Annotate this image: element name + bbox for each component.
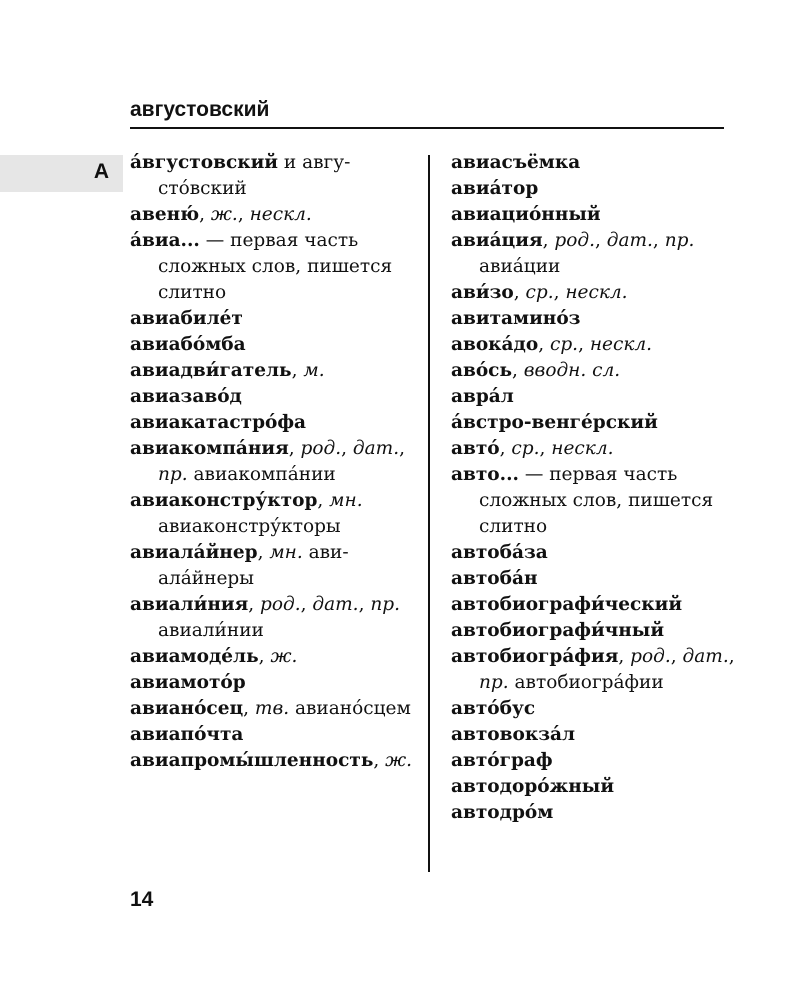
headword: авра́л [451,386,514,407]
entry-text: , [512,360,524,381]
page-number: 14 [130,888,154,911]
entry-text: автобиогра́фии [508,672,664,693]
entry-text: , [288,438,301,459]
grammar-label: дат. [352,438,400,459]
entry-text: , [594,230,607,251]
grammar-label: пр. [158,464,188,485]
dictionary-entry [451,176,741,202]
entry-text: , [578,334,590,355]
dictionary-entry [130,488,420,540]
dictionary-entry [451,358,741,384]
dictionary-entry [130,358,420,384]
headword: автоба́за [451,542,548,563]
entry-text: , [652,230,665,251]
dictionary-entry [130,592,420,644]
grammar-label: дат. [682,646,729,667]
headword: авиасъёмка [451,152,581,173]
grammar-label: ж. [385,750,413,771]
thumb-index-tab [0,155,123,192]
entry-text: — первая часть сложных слов, пишется слитно [158,230,393,303]
dictionary-entry [451,644,741,696]
headword: авитамино́з [451,308,581,329]
dictionary-entry [451,748,741,774]
running-head: августовский [130,98,270,121]
entry-text: , [341,438,353,459]
entry-text: , [300,594,313,615]
dictionary-entry [451,436,741,462]
dictionary-entry [451,618,741,644]
entry-text: , [513,282,526,303]
headword: авока́до [451,334,539,355]
dictionary-entry [130,696,420,722]
dictionary-column-right [451,150,741,826]
grammar-label: пр. [479,672,509,693]
dictionary-column-left [130,150,420,774]
headword: авиабо́мба [130,334,246,355]
grammar-label: ср. [511,438,540,459]
headword: авиаконстру́ктор [130,490,318,511]
grammar-label: род. [554,230,595,251]
headword: автобиографи́чный [451,620,665,641]
headword: авиано́сец [130,698,244,719]
dictionary-entry [130,410,420,436]
entry-text: , [539,438,552,459]
grammar-label: ср. [549,334,579,355]
entry-text: , [317,490,330,511]
entry-text: , [291,360,304,381]
headword: авиала́йнер [130,542,258,563]
dictionary-entry [451,332,741,358]
headword: авто́граф [451,750,553,771]
entry-text: , [499,438,512,459]
entry-text: авиаконстру́кторы [158,516,341,537]
thumb-index-letter: А [93,160,109,183]
dictionary-entry [451,410,741,436]
headword: авто́ [451,438,500,459]
dictionary-entry [451,202,741,228]
headword: а́встро-венге́рский [451,412,658,433]
entry-text: , [358,594,371,615]
dictionary-entry [130,306,420,332]
dictionary-entry [451,722,741,748]
grammar-label: род. [630,646,671,667]
grammar-label: м. [303,360,325,381]
headword: авиадви́гатель [130,360,292,381]
entry-text: , [237,204,250,225]
headword: автобиогра́фия [451,646,619,667]
column-divider [428,155,430,872]
entry-text: , [248,594,261,615]
dictionary-entry [451,592,741,618]
entry-text: авиали́нии [158,620,264,641]
dictionary-entry [130,150,420,202]
dictionary-entry [451,228,741,280]
grammar-label: тв. [254,698,290,719]
entry-text: авиано́сцем [289,698,411,719]
grammar-label: ж. [270,646,298,667]
dictionary-entry [451,540,741,566]
header-rule [130,127,724,129]
headword: автодоро́жный [451,776,615,797]
entry-text: , [399,438,405,459]
entry-text: авиа́ции [479,256,561,277]
grammar-label: нескл. [249,204,312,225]
headword: авиакатастро́фа [130,412,307,433]
dictionary-entry [130,228,420,306]
dictionary-entry [130,332,420,358]
dictionary-entry [130,748,420,774]
entry-text: авиакомпа́нии [187,464,336,485]
grammar-label: ср. [525,282,554,303]
entry-text: , [618,646,631,667]
grammar-label: пр. [370,594,400,615]
headword: авиапромы́шленность [130,750,374,771]
entry-text: , [553,282,566,303]
headword: автодро́м [451,802,554,823]
grammar-label: нескл. [589,334,653,355]
dictionary-entry [130,722,420,748]
headword: аво́сь [451,360,513,381]
entry-text: , [243,698,255,719]
headword: а́виа... [130,230,200,251]
dictionary-entry [451,696,741,722]
headword: авто́бус [451,698,536,719]
grammar-label: дат. [606,230,653,251]
dictionary-entry [451,384,741,410]
dictionary-entry [451,462,741,540]
entry-text: — первая часть сложных слов, пишется слитно [479,464,714,537]
entry-text: , [728,646,735,667]
grammar-label: пр. [664,230,695,251]
entry-text: , [199,204,211,225]
dictionary-entry [451,280,741,306]
headword: авиакомпа́ния [130,438,289,459]
entry-text: авиала́йнеры [158,542,349,589]
entry-text: и августо́вский [158,152,351,199]
grammar-label: род. [260,594,301,615]
dictionary-entry [451,150,741,176]
dictionary-entry [451,566,741,592]
dictionary-entry [130,202,420,228]
dictionary-entry [130,644,420,670]
headword: авиабиле́т [130,308,243,329]
headword: ави́зо [451,282,514,303]
grammar-label: дат. [312,594,359,615]
dictionary-entry [451,306,741,332]
dictionary-entry [130,384,420,410]
entry-text: , [542,230,555,251]
dictionary-entry [451,800,741,826]
grammar-label: мн. [269,542,303,563]
headword: авеню́ [130,204,200,225]
headword: автовокза́л [451,724,576,745]
headword: авиамото́р [130,672,246,693]
headword: авиали́ния [130,594,249,615]
headword: авиа́тор [451,178,539,199]
headword: авто... [451,464,519,485]
dictionary-entry [130,436,420,488]
grammar-label: мн. [329,490,363,511]
headword: автоба́н [451,568,538,589]
grammar-label: род. [300,438,342,459]
entry-text: , [670,646,683,667]
headword: авиазаво́д [130,386,242,407]
headword: авиа́ция [451,230,543,251]
dictionary-entry [130,540,420,592]
headword: автобиографи́ческий [451,594,683,615]
grammar-label: ж. [210,204,238,225]
headword: а́вгустовский [130,152,279,173]
entry-text: , [373,750,386,771]
grammar-label: вводн. сл. [523,360,621,381]
grammar-label: нескл. [565,282,628,303]
grammar-label: нескл. [551,438,614,459]
headword: авиацио́нный [451,204,601,225]
dictionary-entry [451,774,741,800]
headword: авиамоде́ль [130,646,259,667]
entry-text: , [258,646,271,667]
entry-text: , [257,542,270,563]
entry-text: , [538,334,550,355]
dictionary-entry [130,670,420,696]
headword: авиапо́чта [130,724,244,745]
